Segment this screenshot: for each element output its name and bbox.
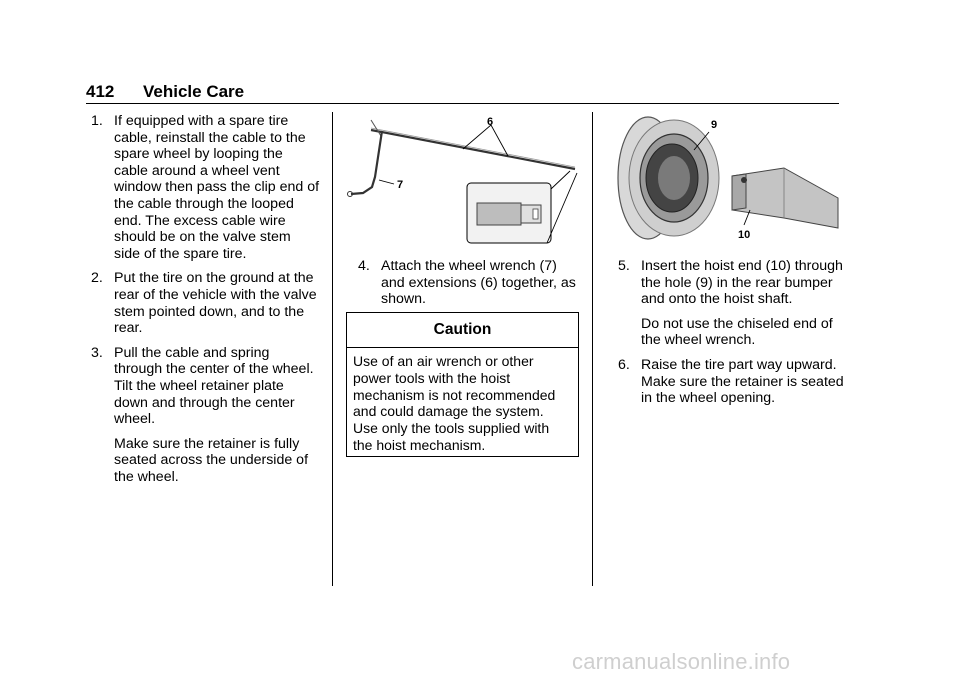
step-text: Insert the hoist end (10) through the hole (9) in the rear bumper and onto the hoist shaft. — [641, 258, 843, 308]
column-divider-1 — [332, 112, 333, 586]
hoist-bumper-figure — [614, 112, 840, 242]
step-number: 1. — [91, 113, 103, 129]
step-number: 4. — [358, 258, 370, 274]
step-text: Attach the wheel wrench (7) and extensions (6) together, as shown. — [381, 258, 576, 308]
column-1 — [86, 113, 320, 493]
step-number: 6. — [618, 356, 630, 373]
step-number: 2. — [91, 270, 103, 287]
step-text: Raise the tire part way upward. Make sure the retainer is seated in the wheel opening. — [641, 356, 844, 407]
step-text: If equipped with a spare tire cable, reinstall the cable to the spare wheel by looping the cable around a wheel vent window then pass the clip end of the cable through the looped end. The excess cable wire should be on the valve stem side of the spare tire. — [114, 113, 320, 262]
step-5 — [613, 258, 845, 308]
page-header — [86, 82, 244, 102]
step-number: 5. — [618, 258, 630, 274]
wrench-extensions-figure — [345, 113, 580, 248]
section-title: Vehicle Care — [143, 82, 245, 101]
caution-title: Caution — [433, 321, 492, 338]
page-number: 412 — [86, 82, 115, 101]
step-3-note: Make sure the retainer is fully seated across the underside of the wheel. — [114, 435, 309, 485]
column-2 — [353, 258, 581, 316]
callout-7: 7 — [397, 179, 404, 191]
step-text: Pull the cable and spring through the center of the wheel. Tilt the wheel retainer plate down and through the center wheel. — [114, 344, 314, 428]
callout-6: 6 — [487, 116, 494, 128]
step-3 — [86, 345, 320, 428]
callout-10: 10 — [738, 229, 751, 241]
header-rule — [86, 103, 839, 104]
step-6 — [613, 357, 845, 407]
step-4 — [353, 258, 581, 308]
step-2 — [86, 270, 320, 336]
column-3 — [613, 258, 845, 415]
caution-body: Use of an air wrench or other power tools with the hoist mechanism is not recommended and could damage the system. Use only the tools supplied with the hoist mechanism. — [353, 353, 556, 453]
watermark: carmanualsonline.info — [572, 649, 791, 674]
step-number: 3. — [91, 344, 103, 361]
step-text: Put the tire on the ground at the rear of the vehicle with the valve stem pointed down, and to the rear. — [114, 270, 317, 337]
step-5-note: Do not use the chiseled end of the wheel wrench. — [641, 315, 833, 349]
column-divider-2 — [592, 112, 593, 586]
step-1 — [86, 113, 320, 262]
caution-box — [346, 312, 579, 457]
callout-9: 9 — [711, 119, 718, 131]
